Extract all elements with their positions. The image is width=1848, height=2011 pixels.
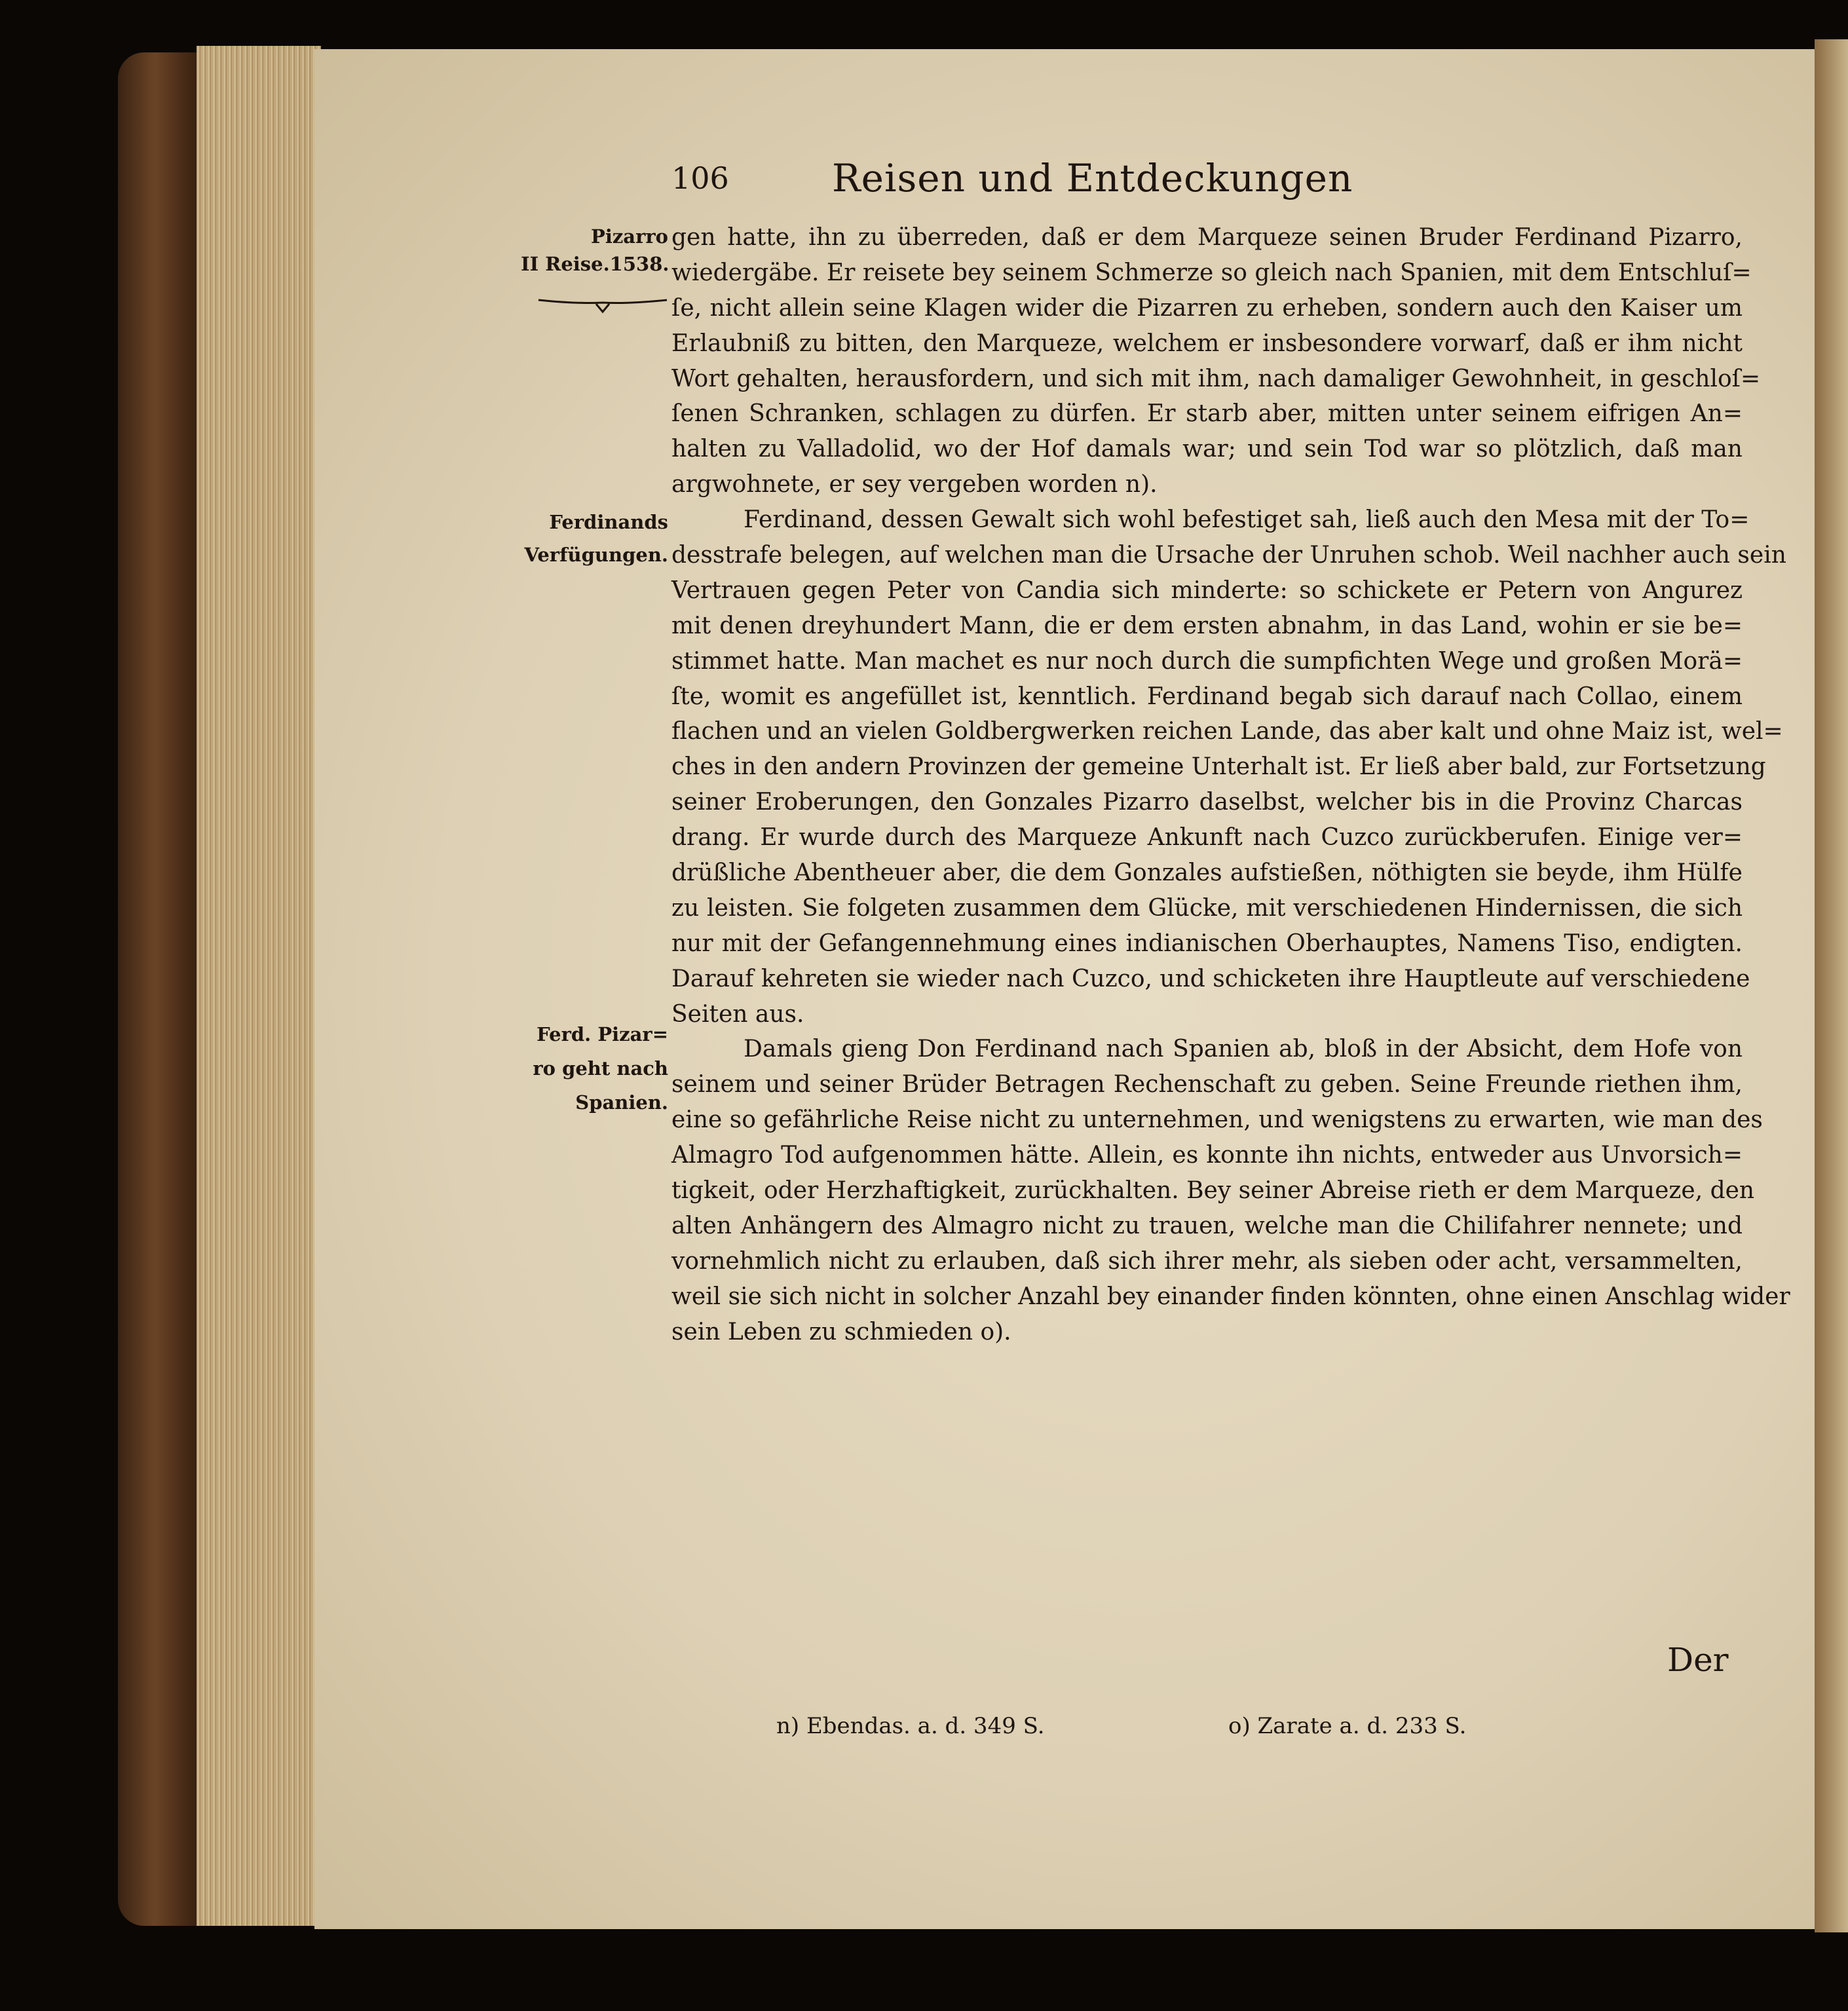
text-line: ſenen Schranken, schlagen zu dürfen. Er starb aber, mitten unter seinem eifrigen An= <box>671 400 1743 428</box>
text-line: drüßliche Abentheuer aber, die dem Gonzales aufstießen, nöthigten sie beyde, ihm Hülfe <box>671 859 1743 887</box>
text-line: Almagro Tod aufgenommen hätte. Allein, es konnte ihn nichts, entweder aus Unvorsich= <box>671 1142 1743 1169</box>
text-line: sein Leben zu schmieden o). <box>671 1318 1011 1345</box>
text-line: Vertrauen gegen Peter von Candia sich minderte: so schickete er Petern von Angurez <box>671 576 1743 604</box>
marginal-note-line: Ferdinands <box>549 511 668 533</box>
text-line: nur mit der Gefangennehmung eines indianischen Oberhauptes, Namens Tiso, endigten. <box>671 930 1743 957</box>
text-line: Ferdinand, dessen Gewalt sich wohl befestiget sah, ließ auch den Mesa mit der To= <box>744 506 1750 534</box>
footnote-o: o) Zarate a. d. 233 S. <box>1228 1713 1467 1739</box>
text-line: halten zu Valladolid, wo der Hof damals war; und sein Tod war so plötzlich, daß man <box>671 436 1743 463</box>
marginal-note-line: Spanien. <box>575 1091 668 1114</box>
text-line: Seiten aus. <box>671 1000 804 1028</box>
marginal-note-ferd-pizarro <box>521 1017 668 1119</box>
text-line: tigkeit, oder Herzhaftigkeit, zurückhalten. Bey seiner Abreise rieth er dem Marqueze, den <box>671 1177 1755 1205</box>
paragraph-1 <box>671 220 1761 502</box>
text-line: alten Anhängern des Almagro nicht zu trauen, welche man die Chilifahrer nennete; und <box>671 1212 1743 1239</box>
text-line: eine so gefährliche Reise nicht zu unternehmen, und wenigstens zu erwarten, wie man des <box>671 1106 1763 1134</box>
text-line: desstrafe belegen, auf welchen man die Ursache der Unruhen schob. Weil nachher auch sein <box>671 542 1786 569</box>
running-head-title: Reisen und Entdeckungen <box>832 156 1353 200</box>
body-text <box>671 220 1790 1350</box>
text-line: argwohnete, er sey vergeben worden n). <box>671 471 1158 498</box>
text-line: zu leisten. Sie folgeten zusammen dem Glücke, mit verschiedenen Hindernissen, die sich <box>671 894 1743 922</box>
marginal-note-line: Ferd. Pizar= <box>537 1023 668 1045</box>
marginal-flourish <box>537 296 668 314</box>
paragraph-2 <box>671 502 1786 1032</box>
text-line: seinem und seiner Brüder Betragen Rechenschaft zu geben. Seine Freunde riethen ihm, <box>671 1071 1743 1099</box>
marginal-note-line: Pizarro <box>591 225 668 248</box>
marginal-note-line: ro geht nach <box>533 1057 668 1080</box>
text-line: Erlaubniß zu bitten, den Marqueze, welchem er insbesondere vorwarf, daß er ihm nicht <box>671 329 1743 357</box>
text-line: Damals gieng Don Ferdinand nach Spanien ab, bloß in der Absicht, dem Hofe von <box>744 1036 1743 1063</box>
marginal-note-line: Verfügungen. <box>524 544 668 566</box>
text-line: stimmet hatte. Man machet es nur noch durch die sumpfichten Wege und großen Morä= <box>671 647 1743 675</box>
marginal-note-ferdinands <box>521 506 668 571</box>
catchword: Der <box>1667 1641 1729 1679</box>
page-number: 106 <box>671 160 729 196</box>
text-line: wiedergäbe. Er reisete bey seinem Schmerze so gleich nach Spanien, mit dem Entschluſ= <box>671 259 1752 286</box>
text-line: Wort gehalten, herausfordern, und sich mit ihm, nach damaliger Gewohnheit, in geschloſ= <box>671 365 1761 392</box>
text-line: gen hatte, ihn zu überreden, daß er dem Marqueze seinen Bruder Ferdinand Pizarro, <box>671 224 1743 251</box>
text-line: drang. Er wurde durch des Marqueze Ankunft nach Cuzco zurückberufen. Einige ver= <box>671 824 1743 852</box>
text-line: ſte, womit es angefüllet ist, kenntlich. Ferdinand begab sich darauf nach Collao, einem <box>671 683 1743 710</box>
text-line: ches in den andern Provinzen der gemeine Unterhalt ist. Er ließ aber bald, zur Fortsetzung <box>671 753 1766 781</box>
text-line: weil sie sich nicht in solcher Anzahl bey einander finden könnten, ohne einen Anschlag wider <box>671 1283 1790 1310</box>
text-line: Darauf kehreten sie wieder nach Cuzco, und schicketen ihre Hauptleute auf verschiedene <box>671 965 1750 992</box>
marginal-note-pizarro <box>521 223 668 278</box>
paragraph-3 <box>671 1032 1790 1349</box>
text-line: flachen und an vielen Goldbergwerken reichen Lande, das aber kalt und ohne Maiz ist, wel= <box>671 718 1783 745</box>
marginal-note-line: II Reise.1538. <box>521 253 669 275</box>
text-line: mit denen dreyhundert Mann, die er dem ersten abnahm, in das Land, wohin er sie be= <box>671 612 1743 639</box>
footnote-n: n) Ebendas. a. d. 349 S. <box>776 1713 1045 1739</box>
text-line: seiner Eroberungen, den Gonzales Pizarro daselbst, welcher bis in die Provinz Charcas <box>671 789 1743 816</box>
text-line: ſe, nicht allein seine Klagen wider die Pizarren zu erheben, sondern auch den Kaiser um <box>671 294 1743 322</box>
text-line: vornehmlich nicht zu erlauben, daß sich ihrer mehr, als sieben oder acht, versammelten, <box>671 1247 1743 1275</box>
